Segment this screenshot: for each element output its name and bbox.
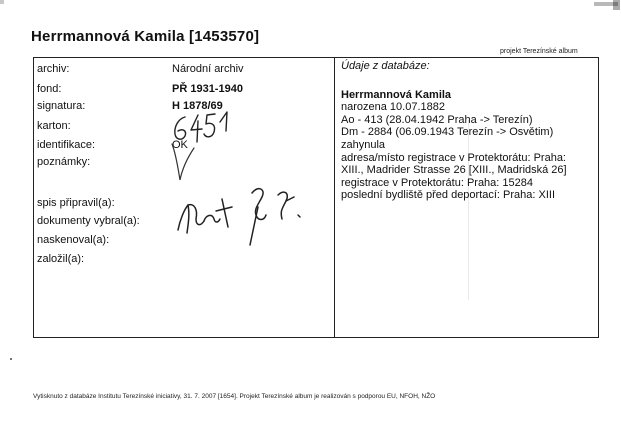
value-identifikace: OK xyxy=(172,139,188,151)
database-heading: Údaje z databáze: xyxy=(341,60,430,72)
database-record-panel xyxy=(341,60,567,202)
column-divider xyxy=(334,57,335,337)
label-poznamky: poznámky: xyxy=(37,156,91,168)
scan-speck xyxy=(468,120,469,300)
birth-line: narozena 10.07.1882 xyxy=(341,101,445,114)
scan-speck xyxy=(10,358,12,360)
address-line-1: adresa/místo registrace v Protektorátu: Praha: xyxy=(341,151,566,164)
label-karton: karton: xyxy=(37,120,71,132)
address-line-2: XIII., Madrider Strasse 26 [XIII., Madridská 26] xyxy=(341,164,567,177)
value-fond: PŘ 1931-1940 xyxy=(172,83,243,95)
value-archiv: Národní archiv xyxy=(172,63,244,75)
label-fond: fond: xyxy=(37,83,62,95)
scan-speck xyxy=(0,0,4,4)
handwritten-signature xyxy=(170,175,320,250)
label-dokumenty-vybral: dokumenty vybral(a): xyxy=(37,215,140,227)
print-footer: Vytisknuto z databáze Institutu Terezínské iniciativy, 31. 7. 2007 [1654]. Projekt Terezínské album je realizován s podporou EU, NFOH, NŽO xyxy=(33,393,436,400)
fate-line: zahynula xyxy=(341,138,386,151)
label-zalozil: založil(a): xyxy=(37,253,85,265)
label-archiv: archiv: xyxy=(37,63,70,75)
label-spis-pripravil: spis připravil(a): xyxy=(37,197,115,209)
label-signatura: signatura: xyxy=(37,100,86,112)
label-naskenoval: naskenoval(a): xyxy=(37,234,110,246)
last-residence-line: poslední bydliště před deportací: Praha: XIII xyxy=(341,189,556,202)
label-identifikace: identifikace: xyxy=(37,139,96,151)
record-title: Herrmannová Kamila [1453570] xyxy=(31,28,260,45)
project-label: projekt Terezínské album xyxy=(500,48,578,55)
scan-speck xyxy=(613,0,620,10)
transport-1-line: Ao - 413 (28.04.1942 Praha -> Terezín) xyxy=(341,113,533,126)
registration-line: registrace v Protektorátu: Praha: 15284 xyxy=(341,176,533,189)
value-signatura: H 1878/69 xyxy=(172,100,223,112)
database-person-name: Herrmannová Kamila xyxy=(341,88,452,101)
transport-2-line: Dm - 2884 (06.09.1943 Terezín -> Osvětim) xyxy=(341,126,554,139)
